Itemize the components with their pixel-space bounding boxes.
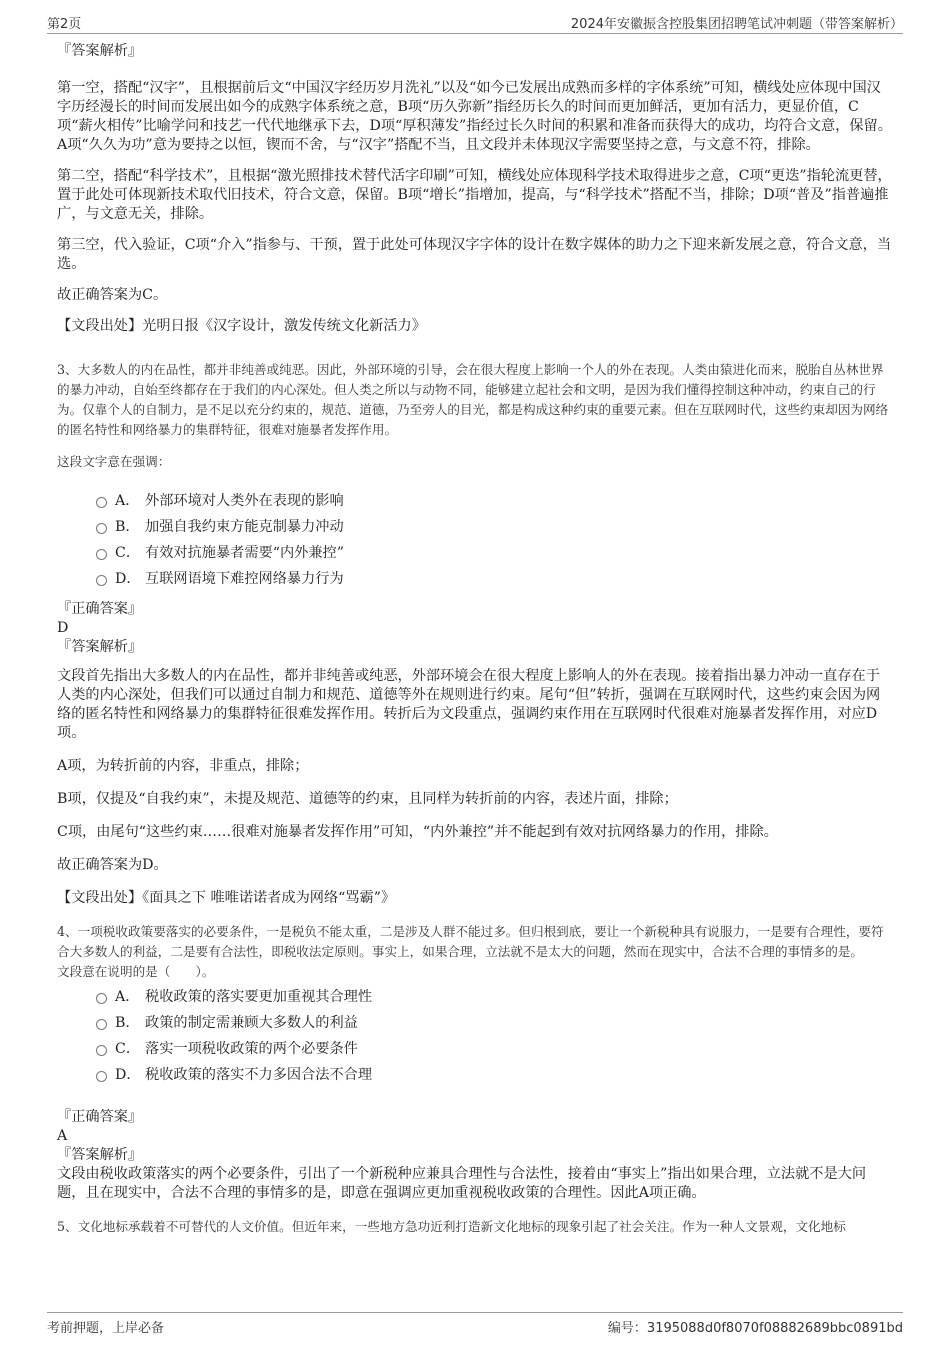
page-header <box>47 9 903 34</box>
option-letter: C． <box>115 545 141 561</box>
radio-icon[interactable] <box>96 497 107 508</box>
source-citation: 【文段出处】《面具之下 唯唯诺诺者成为网络“骂霸”》 <box>57 890 396 906</box>
option-letter: A． <box>115 989 140 1005</box>
option-letter: D． <box>115 571 141 587</box>
page-number: 第2页 <box>47 17 82 32</box>
analysis-label: 『答案解析』 <box>57 43 143 59</box>
answer-label: 『正确答案』 <box>57 1109 143 1125</box>
analysis-paragraph: 第一空，搭配“汉字”，且根据前后文“中国汉字经历岁月洗礼”以及“如今已发展出成熟而多样的字体系统”可知，横线处应体现中国汉字历经漫长的时间而发展出如今的成熟字体系统之意，B项“历久弥新”指经历长久的时间而更加鲜活，更加有活力，更显价值，C项“薪火相传”比喻学问和技艺一代代地继承下去，D项“厚积薄发”指经过长久时间的积累和准备而获得大的成功，均符合文意，保留。A项“久久为功”意为要持之以恒，锲而不舍，与“汉字”搭配不当，且文段并未体现汉字需要坚持之意，与文意不符，排除。 <box>57 80 892 153</box>
answer-value: D <box>57 620 69 636</box>
page-footer <box>47 1312 903 1337</box>
option-letter: C． <box>115 1041 141 1057</box>
answer-label: 『正确答案』 <box>57 601 143 617</box>
option-list <box>57 488 893 592</box>
radio-icon[interactable] <box>96 1045 107 1056</box>
option-letter: D． <box>115 1067 141 1083</box>
option-letter: A． <box>115 493 140 509</box>
radio-icon[interactable] <box>96 575 107 586</box>
analysis-paragraph: 文段首先指出大多数人的内在品性，都并非纯善或纯恶，外部环境会在很大程度上影响人的外在表现。接着指出暴力冲动一直存在于人类的内心深处，但我们可以通过自制力和规范、道德等外在规则进行约束。尾句“但”转折，强调在互联网时代，这些约束会因为网络的匿名特性和网络暴力的集群特征很难发挥作用。转折后为文段重点，强调约束作用在互联网时代很难对施暴者发挥作用，对应D项。 <box>57 668 881 741</box>
radio-icon[interactable] <box>96 523 107 534</box>
document-body <box>57 42 893 1237</box>
footer-slogan: 考前押题，上岸必备 <box>47 1321 165 1336</box>
question-stem: 3、大多数人的内在品性，都并非纯善或纯恶。因此，外部环境的引导，会在很大程度上影响一个人的外在表现。人类由猿进化而来，脱胎自丛林世界的暴力冲动，自始至终都存在于我们的内心深处。但人类之所以与动物不同，能够建立起社会和文明，是因为我们懂得控制这种冲动，约束自己的行为。仅靠个人的自制力，是不足以充分约束的，规范、道德，乃至旁人的目光，都是构成这种约束的重要元素。但在互联网时代，这些约束却因为网络的匿名特性和网络暴力的集群特征，很难对施暴者发挥作用。 <box>57 362 889 437</box>
source-citation: 【文段出处】光明日报《汉字设计，激发传统文化新活力》 <box>57 318 426 334</box>
question-prompt: 文段意在说明的是（ ）。 <box>57 964 215 979</box>
option-c[interactable] <box>57 540 893 566</box>
analysis-label: 『答案解析』 <box>57 1147 143 1163</box>
option-text: 政策的制定需兼顾大多数人的利益 <box>145 1015 358 1031</box>
analysis-item-a: A项，为转折前的内容，非重点，排除； <box>57 758 309 774</box>
option-text: 外部环境对人类外在表现的影响 <box>145 493 344 509</box>
radio-icon[interactable] <box>96 1019 107 1030</box>
option-c[interactable] <box>57 1036 893 1062</box>
option-text: 税收政策的落实不力多因合法不合理 <box>145 1067 373 1083</box>
analysis-item-c: C项，由尾句“这些约束……很难对施暴者发挥作用”可知，“内外兼控”并不能起到有效对抗网络暴力的作用，排除。 <box>57 824 778 840</box>
option-letter: B． <box>115 519 140 535</box>
option-list <box>57 984 893 1088</box>
question-stem: 4、一项税收政策要落实的必要条件，一是税负不能太重，二是涉及人群不能过多。但归根到底，要让一个新税种具有说服力，一是要有合理性，要符合大多数人的利益，二是要有合法性，即税收法定原则。事实上，如果合理，立法就不是太大的问题，然而在现实中，合法不合理的事情多的是。 <box>57 924 884 959</box>
answer-value: A <box>57 1128 68 1144</box>
option-a[interactable] <box>57 984 893 1010</box>
analysis-paragraph: 第三空，代入验证，C项“介入”指参与、干预，置于此处可体现汉字字体的设计在数字媒体的助力之下迎来新发展之意，符合文意，当选。 <box>57 237 892 272</box>
option-text: 有效对抗施暴者需要“内外兼控” <box>145 545 344 561</box>
question-stem: 5、文化地标承载着不可替代的人文价值。但近年来，一些地方急功近利打造新文化地标的现象引起了社会关注。作为一种人文景观，文化地标 <box>57 1219 846 1234</box>
option-b[interactable] <box>57 514 893 540</box>
conclusion: 故正确答案为C。 <box>57 287 168 303</box>
option-d[interactable] <box>57 1062 893 1088</box>
radio-icon[interactable] <box>96 993 107 1004</box>
option-text: 加强自我约束方能克制暴力冲动 <box>145 519 344 535</box>
conclusion: 故正确答案为D。 <box>57 857 168 873</box>
option-text: 落实一项税收政策的两个必要条件 <box>145 1041 358 1057</box>
option-text: 互联网语境下难控网络暴力行为 <box>145 571 344 587</box>
option-text: 税收政策的落实要更加重视其合理性 <box>145 989 373 1005</box>
document-title: 2024年安徽振含控股集团招聘笔试冲刺题（带答案解析） <box>570 17 903 32</box>
analysis-item-b: B项，仅提及“自我约束”，未提及规范、道德等的约束，且同样为转折前的内容，表述片面，排除； <box>57 791 678 807</box>
analysis-paragraph: 第二空，搭配“科学技术”，且根据“激光照排技术替代活字印刷”可知，横线处应体现科学技术取得进步之意，C项“更迭”指轮流更替，置于此处可体现新技术取代旧技术，符合文意，保留。B项“增长”指增加，提高，与“科学技术”搭配不当，排除；D项“普及”指普遍推广，与文意无关，排除。 <box>57 168 892 222</box>
radio-icon[interactable] <box>96 1071 107 1082</box>
question-prompt: 这段文字意在强调： <box>57 454 171 469</box>
radio-icon[interactable] <box>96 549 107 560</box>
analysis-paragraph: 文段由税收政策落实的两个必要条件，引出了一个新税种应兼具合理性与合法性，接着由“事实上”指出如果合理，立法就不是大问题，且在现实中，合法不合理的事情多的是，即意在强调应更加重视税收政策的合理性。因此A项正确。 <box>57 1166 867 1201</box>
analysis-label: 『答案解析』 <box>57 639 143 655</box>
option-b[interactable] <box>57 1010 893 1036</box>
option-d[interactable] <box>57 566 893 592</box>
option-a[interactable] <box>57 488 893 514</box>
document-code: 编号：3195088d0f8070f08882689bbc0891bd <box>607 1321 903 1336</box>
option-letter: B． <box>115 1015 140 1031</box>
